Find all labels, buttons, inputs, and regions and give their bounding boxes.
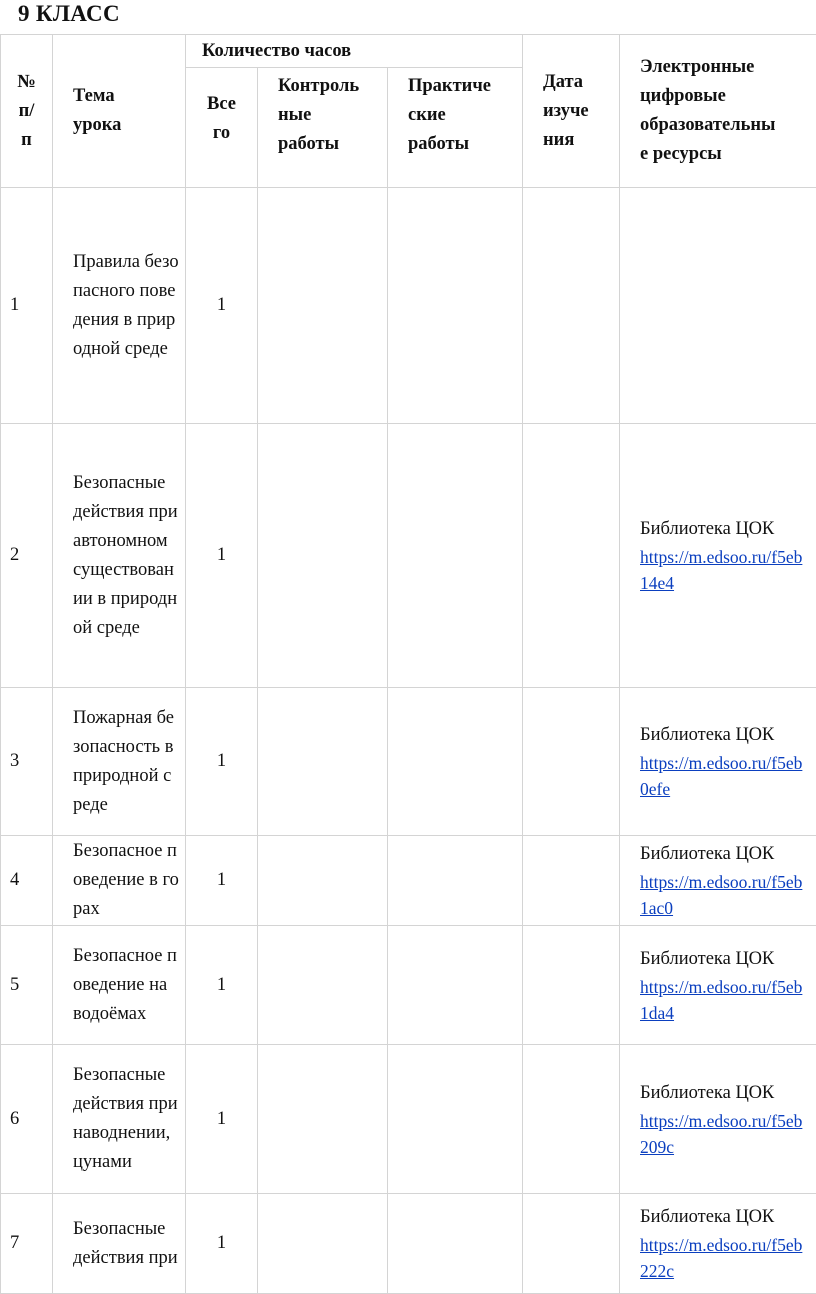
row-total-hours: 1 (186, 1194, 258, 1294)
row-practical-cell (388, 188, 523, 424)
table-row (1, 188, 816, 424)
table-row (1, 424, 816, 688)
header-topic-line: урока (73, 111, 179, 140)
header-control-line: Контроль (278, 72, 387, 101)
row-control-cell (258, 688, 388, 836)
table-row (1, 836, 816, 926)
resource-library-label: Библиотека ЦОК (640, 945, 810, 974)
table-row (1, 1194, 816, 1294)
header-total-line: го (186, 119, 257, 148)
row-topic: Правила безопасного поведения в природной среде (53, 188, 186, 424)
header-total (186, 68, 258, 188)
row-practical-cell (388, 424, 523, 688)
resource-library-label: Библиотека ЦОК (640, 1203, 810, 1232)
row-topic: Безопасные действия при (53, 1194, 186, 1294)
row-topic: Безопасные действия при автономном существовании в природной среде (53, 424, 186, 688)
row-control-cell (258, 424, 388, 688)
resource-link[interactable]: https://m.edsoo.ru/f5eb209c (640, 1108, 810, 1160)
row-date-cell (523, 424, 620, 688)
table-row (1, 1045, 816, 1194)
row-number: 6 (1, 1045, 53, 1194)
row-practical-cell (388, 926, 523, 1045)
header-date-line: ния (543, 126, 619, 155)
row-control-cell (258, 926, 388, 1045)
header-control (258, 68, 388, 188)
row-number: 2 (1, 424, 53, 688)
header-total-line: Все (186, 90, 257, 119)
row-control-cell (258, 188, 388, 424)
header-practical-line: работы (408, 130, 522, 159)
header-resources (620, 35, 816, 188)
row-date-cell (523, 688, 620, 836)
row-date-cell (523, 1045, 620, 1194)
row-number: 1 (1, 188, 53, 424)
header-date-line: Дата (543, 68, 619, 97)
row-practical-cell (388, 1194, 523, 1294)
lesson-plan-table (0, 34, 816, 1294)
row-resource-cell (620, 926, 816, 1045)
row-date-cell (523, 188, 620, 424)
header-practical (388, 68, 523, 188)
header-topic-line: Тема (73, 82, 179, 111)
row-topic: Безопасные действия при наводнении, цунами (53, 1045, 186, 1194)
row-practical-cell (388, 836, 523, 926)
header-resources-line: образовательны (640, 111, 816, 140)
row-practical-cell (388, 1045, 523, 1194)
row-resource-cell (620, 188, 816, 424)
header-topic (53, 35, 186, 188)
row-total-hours: 1 (186, 188, 258, 424)
header-date-line: изуче (543, 97, 619, 126)
header-control-line: работы (278, 130, 387, 159)
resource-link[interactable]: https://m.edsoo.ru/f5eb222c (640, 1232, 810, 1284)
row-number: 3 (1, 688, 53, 836)
header-num-line: п/ (1, 97, 52, 126)
resource-library-label: Библиотека ЦОК (640, 721, 810, 750)
row-resource-cell (620, 1194, 816, 1294)
row-resource-cell (620, 836, 816, 926)
resource-library-label: Библиотека ЦОК (640, 840, 810, 869)
row-practical-cell (388, 688, 523, 836)
row-number: 4 (1, 836, 53, 926)
row-control-cell (258, 1045, 388, 1194)
row-resource-cell (620, 688, 816, 836)
row-total-hours: 1 (186, 1045, 258, 1194)
header-practical-line: Практиче (408, 72, 522, 101)
row-number: 7 (1, 1194, 53, 1294)
row-date-cell (523, 926, 620, 1045)
header-resources-line: цифровые (640, 82, 816, 111)
page-title: 9 КЛАСС (18, 1, 120, 27)
resource-link[interactable]: https://m.edsoo.ru/f5eb1da4 (640, 974, 810, 1026)
resource-library-label: Библиотека ЦОК (640, 515, 810, 544)
header-hours-group: Количество часов (186, 35, 523, 68)
resource-link[interactable]: https://m.edsoo.ru/f5eb0efe (640, 750, 810, 802)
row-resource-cell (620, 1045, 816, 1194)
row-topic: Пожарная безопасность в природной среде (53, 688, 186, 836)
table-row (1, 688, 816, 836)
header-resources-line: е ресурсы (640, 140, 816, 169)
row-date-cell (523, 836, 620, 926)
row-total-hours: 1 (186, 688, 258, 836)
header-control-line: ные (278, 101, 387, 130)
resource-link[interactable]: https://m.edsoo.ru/f5eb1ac0 (640, 869, 810, 921)
table-row (1, 926, 816, 1045)
header-row-1 (1, 35, 816, 68)
header-resources-line: Электронные (640, 53, 816, 82)
resource-link[interactable]: https://m.edsoo.ru/f5eb14e4 (640, 544, 810, 596)
row-topic: Безопасное поведение на водоёмах (53, 926, 186, 1045)
header-date (523, 35, 620, 188)
row-control-cell (258, 1194, 388, 1294)
row-topic: Безопасное поведение в горах (53, 836, 186, 926)
row-total-hours: 1 (186, 424, 258, 688)
row-date-cell (523, 1194, 620, 1294)
resource-library-label: Библиотека ЦОК (640, 1079, 810, 1108)
row-total-hours: 1 (186, 926, 258, 1045)
row-number: 5 (1, 926, 53, 1045)
row-resource-cell (620, 424, 816, 688)
header-practical-line: ские (408, 101, 522, 130)
header-num-line: № (1, 68, 52, 97)
row-total-hours: 1 (186, 836, 258, 926)
header-num (1, 35, 53, 188)
header-num-line: п (1, 126, 52, 155)
row-control-cell (258, 836, 388, 926)
